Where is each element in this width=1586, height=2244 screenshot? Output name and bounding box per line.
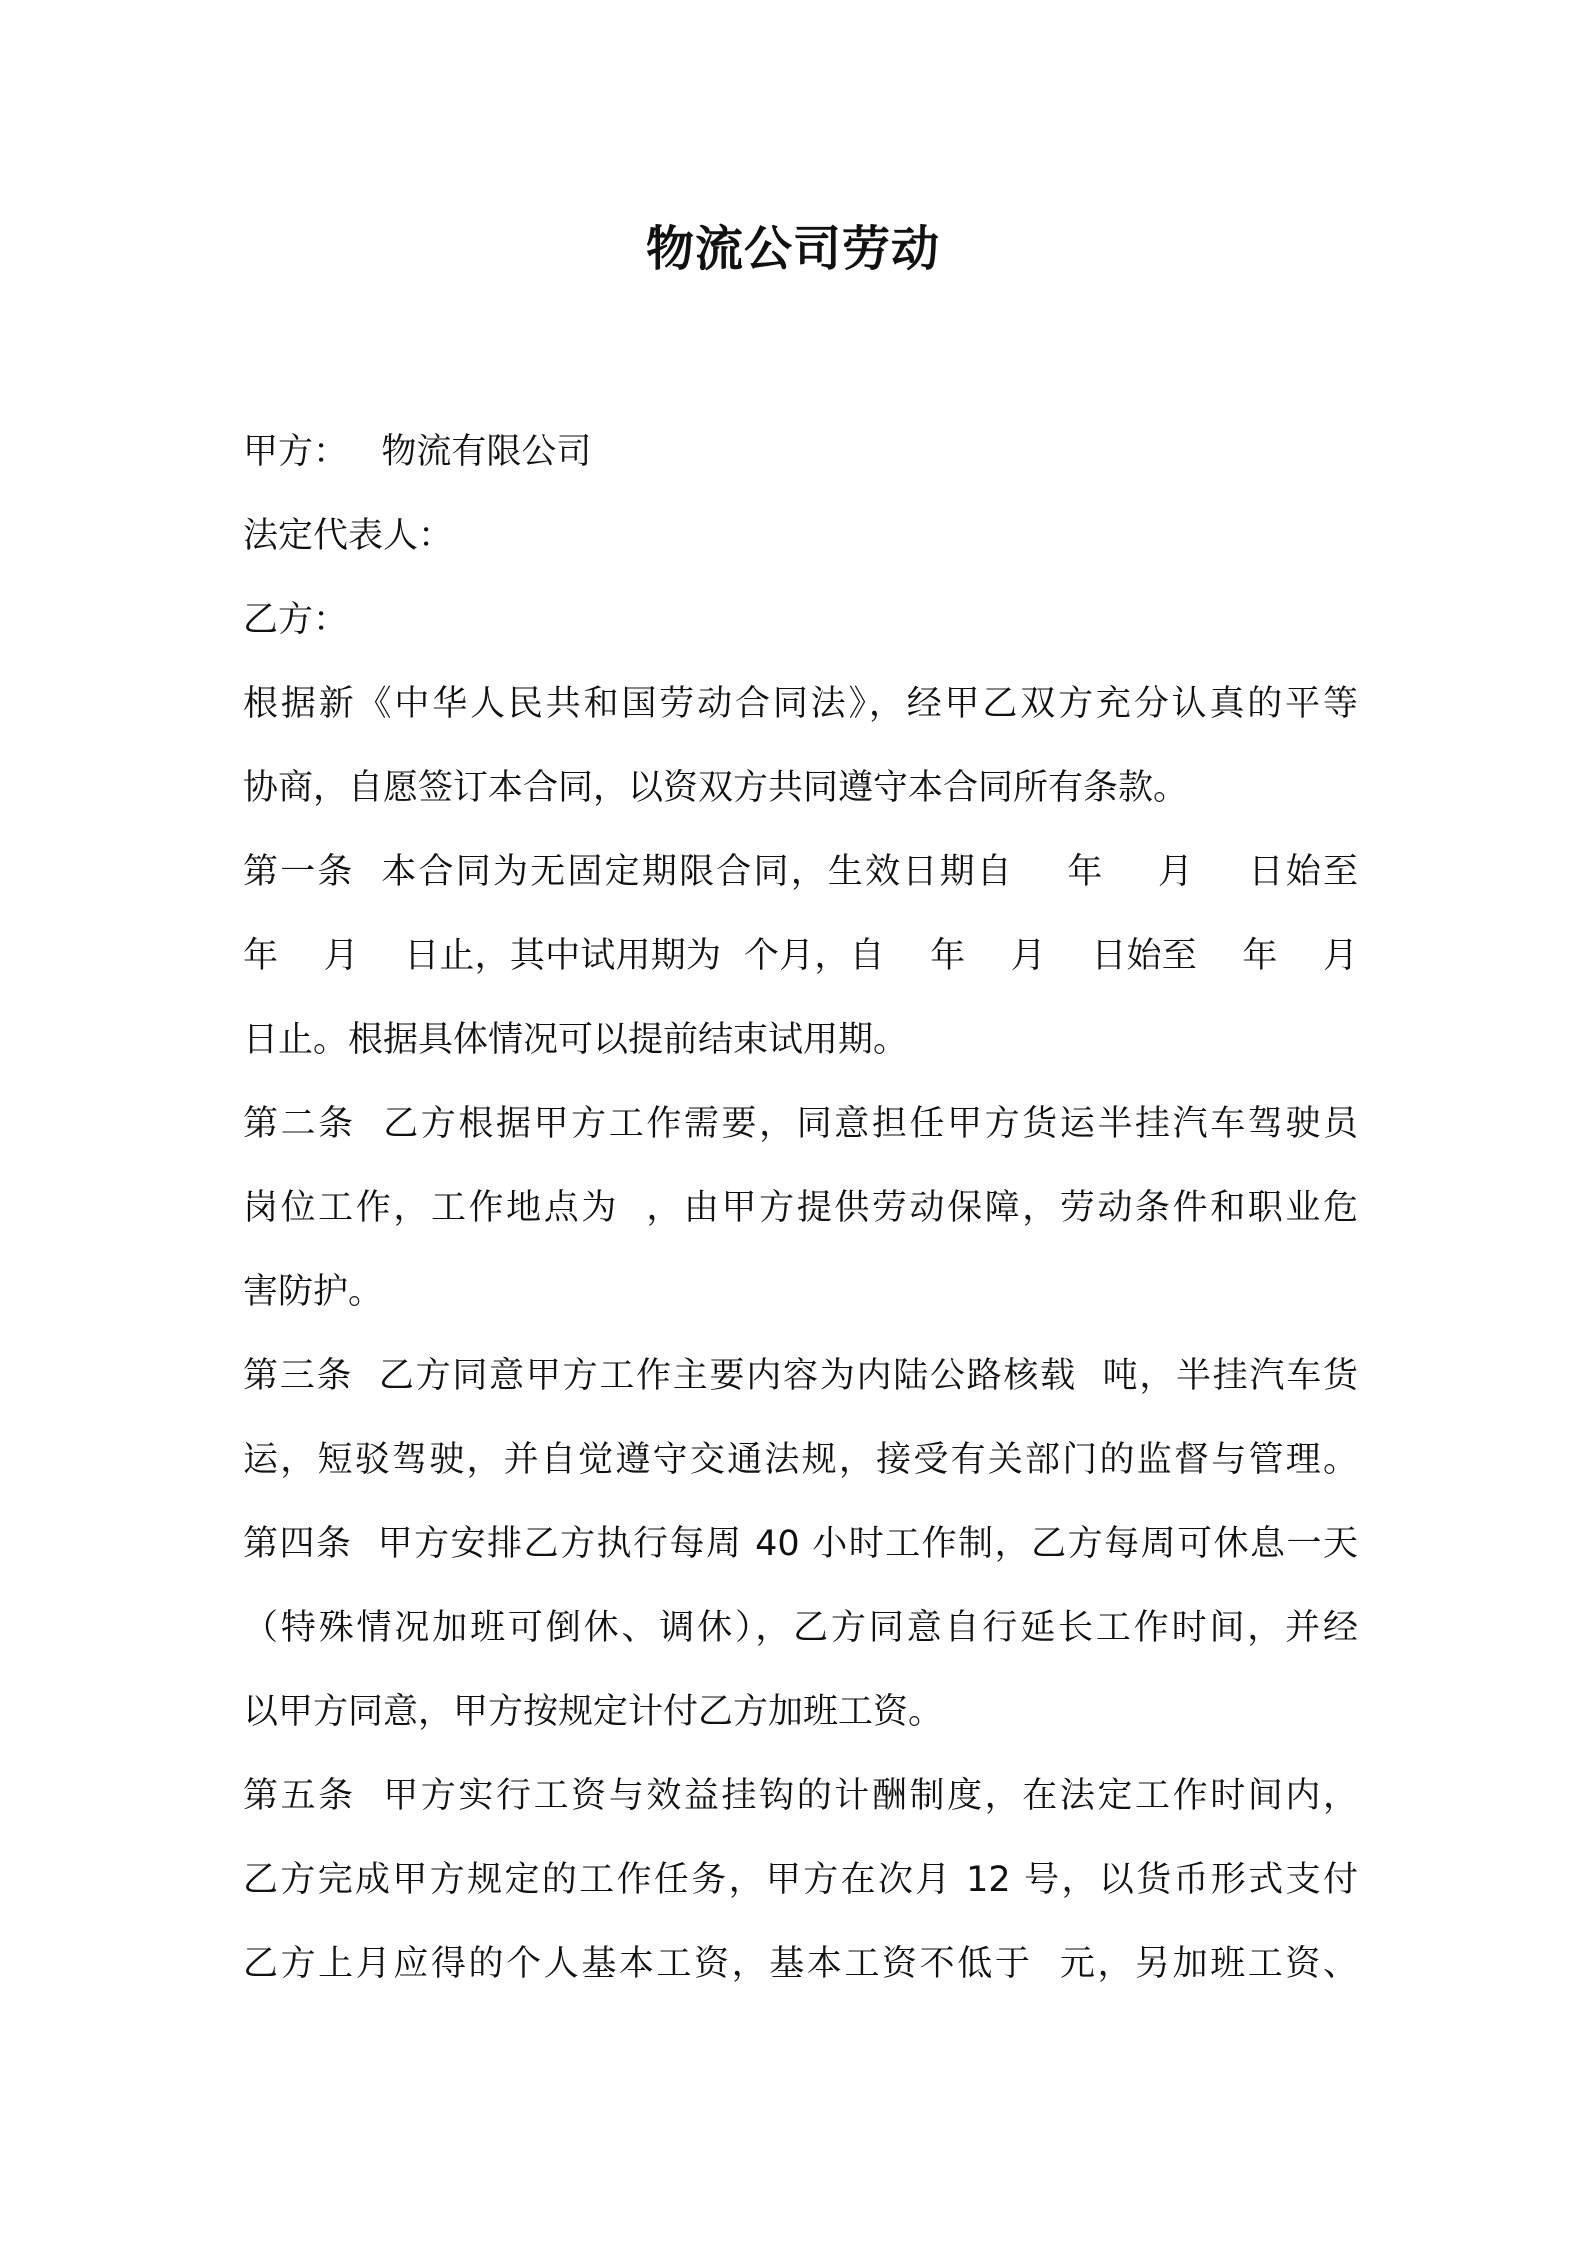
article-2-line-2: 岗位工作，工作地点为 ，由甲方提供劳动保障，劳动条件和职业危 bbox=[243, 1188, 1358, 1228]
article-4-line-3: 以甲方同意，甲方按规定计付乙方加班工资。 bbox=[243, 1692, 944, 1732]
article-2-line-3: 害防护。 bbox=[243, 1272, 384, 1312]
document-title: 物流公司劳动 bbox=[645, 221, 940, 277]
article-4-line-1: 第四条 甲方安排乙方执行每周 40 小时工作制，乙方每周可休息一天 bbox=[243, 1524, 1358, 1564]
article-2-line-1: 第二条 乙方根据甲方工作需要，同意担任甲方货运半挂汽车驾驶员 bbox=[243, 1104, 1358, 1144]
party-a-line: 甲方： 物流有限公司 bbox=[243, 432, 592, 472]
preamble-line-1: 根据新《中华人民共和国劳动合同法》，经甲乙双方充分认真的平等 bbox=[243, 684, 1358, 724]
article-5-line-1: 第五条 甲方实行工资与效益挂钩的计酬制度，在法定工作时间内， bbox=[243, 1776, 1358, 1816]
article-1-line-1: 第一条 本合同为无固定期限合同，生效日期自 年 月 日始至 bbox=[243, 852, 1358, 892]
article-5-line-3: 乙方上月应得的个人基本工资，基本工资不低于 元，另加班工资、 bbox=[243, 1944, 1358, 1984]
article-3-line-2: 运，短驳驾驶，并自觉遵守交通法规，接受有关部门的监督与管理。 bbox=[243, 1440, 1358, 1480]
preamble-line-2: 协商，自愿签订本合同，以资双方共同遵守本合同所有条款。 bbox=[243, 768, 1189, 808]
legal-representative-line: 法定代表人： bbox=[243, 516, 454, 556]
party-b-line: 乙方： bbox=[243, 600, 349, 640]
article-5-line-2: 乙方完成甲方规定的工作任务，甲方在次月 12 号，以货币形式支付 bbox=[243, 1860, 1358, 1900]
article-4-line-2: （特殊情况加班可倒休、调休），乙方同意自行延长工作时间，并经 bbox=[243, 1608, 1358, 1648]
article-1-line-2: 年 月 日止，其中试用期为 个月，自 年 月 日始至 年 月 bbox=[243, 936, 1358, 976]
article-3-line-1: 第三条 乙方同意甲方工作主要内容为内陆公路核载 吨，半挂汽车货 bbox=[243, 1356, 1358, 1396]
article-1-line-3: 日止。根据具体情况可以提前结束试用期。 bbox=[243, 1020, 909, 1060]
document-body bbox=[243, 410, 1358, 2006]
